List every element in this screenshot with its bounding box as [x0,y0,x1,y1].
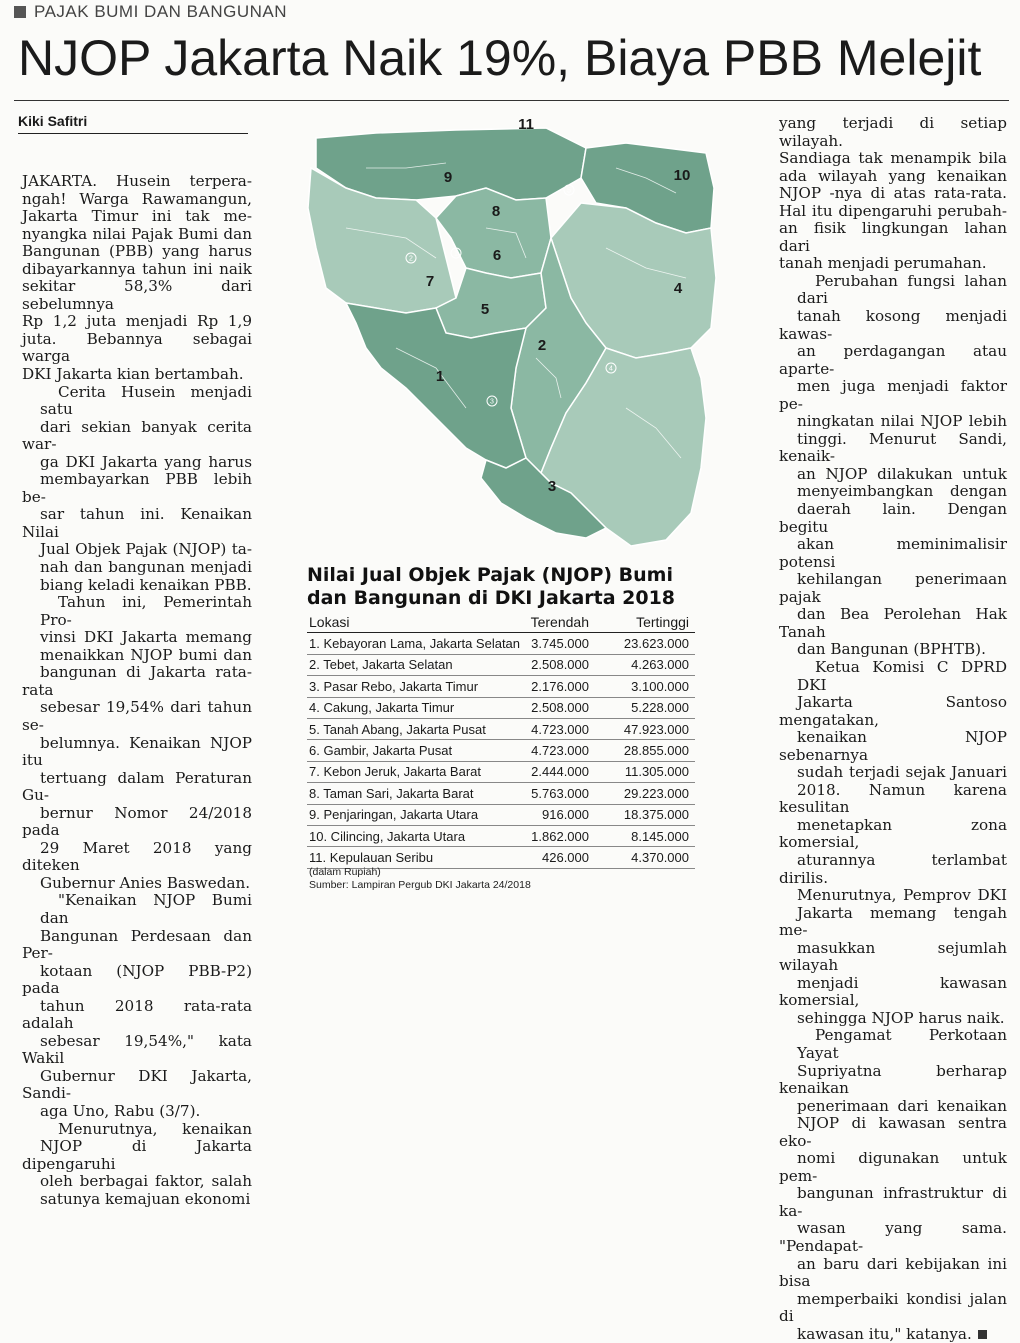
table-notes [309,866,531,892]
cell-terendah: 2.508.000 [531,657,589,673]
text-line: Hal itu dipengaruhi perubah- [779,201,1007,220]
text-line: kehilangan penerimaan pajak [779,570,1007,606]
table-row [307,676,695,697]
text-line: menyeimbangkan dengan [797,482,1007,501]
circle-number: 3 [490,398,494,406]
table-row [307,783,695,804]
text-line: an fisik lingkungan lahan dari [779,219,1007,255]
circle-number: 2 [409,255,413,263]
text-line: Bangunan (PBB) yang harus [22,242,252,261]
header-lokasi: Lokasi [309,614,350,631]
cell-lokasi: 1. Kebayoran Lama, Jakarta Selatan [309,636,521,652]
text-line: Gubernur Anies Baswedan. [40,873,251,892]
map-label-10: 10 [673,167,691,184]
map-label-11: 11 [518,116,534,133]
cell-tertinggi: 23.623.000 [623,636,689,652]
paragraph [22,384,252,595]
table-title-line-1: Nilai Jual Objek Pajak (NJOP) Bumi [307,564,673,586]
text-line: NJOP di kawasan sentra eko- [779,1114,1007,1150]
text-line: dari sekian banyak cerita war- [22,417,252,454]
article-column-3 [779,115,1007,1343]
map-label-8: 8 [491,203,501,220]
cell-terendah: 5.763.000 [531,785,589,801]
headline-rule [14,100,1009,101]
cell-terendah: 1.862.000 [531,828,589,844]
text-line: kotaan (NJOP PBB-P2) pada [22,961,252,998]
text-line: Pengamat Perkotaan Yayat [797,1026,1007,1062]
text-line: ada wilayah yang kenaikan [779,166,1007,185]
cell-lokasi: 7. Kebon Jeruk, Jakarta Barat [309,764,481,780]
text-line: sudah terjadi sejak Januari [797,763,1007,782]
cell-terendah: 2.508.000 [531,700,589,716]
cell-lokasi: 2. Tebet, Jakarta Selatan [309,657,453,673]
paragraph [779,273,1007,659]
cell-terendah: 426.000 [542,849,589,865]
table-row [307,719,695,740]
rubric-label: PAJAK BUMI DAN BANGUNAN [34,2,288,21]
map-regions [308,128,716,546]
table-title-line-2: dan Bangunan di DKI Jakarta 2018 [307,587,676,609]
njop-table [307,612,695,869]
text-line: Menurutnya, Pemprov DKI [797,886,1007,905]
cell-tertinggi: 11.305.000 [624,764,689,780]
text-line: kawasan itu," katanya. [779,1326,1007,1343]
cell-tertinggi: 4.263.000 [631,657,689,673]
text-line: menaikkan NJOP bumi dan [40,645,252,664]
table-row [307,826,695,847]
text-line: sar tahun ini. Kenaikan Nilai [22,505,252,541]
cell-tertinggi: 4.370.000 [631,849,689,865]
text-line: ngah! Warga Rawamangun, [22,189,252,208]
table-row [307,805,695,826]
note-source: Sumber: Lampiran Pergub DKI Jakarta 24/2018 [309,879,531,891]
table-row [307,655,695,676]
text-line: ga DKI Jakarta yang harus [40,452,252,471]
text-line: Jakarta memang tengah me- [779,903,1007,940]
text-line: Bangunan Perdesaan dan Per- [22,926,252,963]
text-line: penerimaan dari kenaikan [797,1096,1007,1115]
text-line: juta. Bebannya sebagai warga [22,329,252,366]
cell-tertinggi: 47.923.000 [623,721,689,737]
text-line: tertuang dalam Peraturan Gu- [22,768,252,805]
text-line: an baru dari kebijakan ini bisa [779,1254,1007,1291]
map-label-5: 5 [480,301,490,318]
text-line: dan Bangunan (BPHTB). [797,640,986,659]
cell-lokasi: 8. Taman Sari, Jakarta Barat [309,785,474,801]
text-line: aturannya terlambat dirilis. [779,850,1007,887]
table-title [307,564,727,610]
byline: Kiki Safitri [18,113,88,129]
text-line: aga Uno, Rabu (3/7). [40,1101,201,1120]
text-line: DKI Jakarta kian bertambah. [22,365,244,384]
cell-tertinggi: 18.375.000 [623,807,689,823]
table-row [307,762,695,783]
headline: NJOP Jakarta Naik 19%, Biaya PBB Melejit [18,30,982,86]
circle-number: 5 [567,187,571,195]
map-label-1: 1 [435,368,445,385]
text-line: daerah lain. Dengan begitu [779,500,1007,536]
text-line: Tahun ini, Pemerintah Pro- [40,593,252,629]
text-line: sehingga NJOP harus naik. [797,1008,1005,1027]
text-line: dibayarkannya tahun ini naik [22,259,252,278]
paragraph [22,1121,252,1209]
cell-lokasi: 4. Cakung, Jakarta Timur [309,700,455,716]
cell-tertinggi: 3.100.000 [631,678,689,694]
cell-terendah: 916.000 [542,807,589,823]
text-line: Menurutnya, kenaikan [58,1119,252,1138]
rubric [14,0,287,24]
text-line: masukkan sejumlah wilayah [779,938,1007,975]
text-line: wasan yang sama. "Pendapat- [779,1219,1007,1255]
table-header [307,612,695,633]
text-line: Rp 1,2 juta menjadi Rp 1,9 [22,312,252,331]
region-8-6 [436,188,551,278]
text-line: Cerita Husein menjadi satu [40,382,252,419]
text-line: satunya kemajuan ekonomi [40,1189,251,1208]
text-line: sebesar 19,54%," kata Wakil [22,1031,252,1068]
map-circle-5 [564,185,574,195]
text-line: an perdagangan atau aparte- [779,342,1007,378]
text-line: tanah kosong menjadi kawas- [779,307,1007,343]
text-line: Ketua Komisi C DPRD DKI [797,657,1007,694]
text-line: "Kenaikan NJOP Bumi dan [40,891,252,927]
header-terendah: Terendah [530,614,589,631]
cell-lokasi: 3. Pasar Rebo, Jakarta Timur [309,678,479,694]
paragraph [22,173,252,384]
table-row [307,740,695,761]
text-line: menjadi kawasan komersial, [779,973,1007,1010]
jakarta-map [286,108,730,554]
circle-number: 1 [454,250,458,258]
paragraph [779,659,1007,1027]
text-line: dan Bea Perolehan Hak Tanah [779,605,1007,641]
text-line: sekitar 58,3% dari sebelumnya [22,277,252,313]
text-line: sebesar 19,54% dari tahun se- [22,698,252,734]
text-line: vinsi DKI Jakarta memang [40,628,252,647]
text-line: tahun 2018 rata-rata adalah [22,996,252,1033]
map-label-9: 9 [443,169,453,186]
map-label-2: 2 [537,337,547,354]
table-row [307,633,695,654]
cell-lokasi: 6. Gambir, Jakarta Pusat [309,743,453,759]
text-line: tanah menjadi perumahan. [779,254,987,273]
text-line: 2018. Namun karena kesulitan [779,780,1007,817]
rubric-square-icon [14,6,26,18]
byline-rule [18,133,248,134]
table-body [307,633,695,868]
text-line: memperbaiki kondisi jalan di [779,1289,1007,1326]
text-line: bangunan di Jakarta rata-rata [22,663,252,699]
note-unit: (dalam Rupiah) [309,866,381,878]
text-line: belumnya. Kenaikan NJOP itu [22,733,252,770]
text-line: Sandiaga tak menampik bila [779,149,1007,168]
text-line: menetapkan zona komersial, [779,815,1007,852]
header-tertinggi: Tertinggi [636,614,689,631]
text-line: bernur Nomor 24/2018 pada [22,803,252,840]
text-line: nah dan bangunan menjadi [40,558,252,577]
article-column-1 [22,173,252,1208]
cell-lokasi: 9. Penjaringan, Jakarta Utara [309,807,479,823]
map-label-4: 4 [673,280,683,297]
paragraph [22,892,252,1120]
cell-terendah: 4.723.000 [531,721,589,737]
end-mark-icon [978,1330,987,1339]
map-label-7: 7 [425,273,435,290]
paragraph [779,1027,1007,1343]
text-line: oleh berbagai faktor, salah [40,1172,252,1191]
text-line: bangunan infrastruktur di ka- [779,1184,1007,1220]
paragraph [779,115,1007,273]
text-line: an NJOP dilakukan untuk [797,464,1007,483]
text-line: Gubernur DKI Jakarta, Sandi- [22,1066,252,1103]
map-label-3: 3 [547,478,557,495]
cell-terendah: 2.444.000 [531,764,589,780]
region-9 [316,128,586,200]
text-line: akan meminimalisir potensi [779,535,1007,571]
text-line: JAKARTA. Husein terpera- [22,172,252,190]
table-row [307,698,695,719]
text-line: NJOP -nya di atas rata-rata. [779,184,1007,203]
text-line: men juga menjadi faktor pe- [779,377,1007,413]
text-line: Jakarta Timur ini tak me- [22,207,252,226]
cell-lokasi: 10. Cilincing, Jakarta Utara [309,828,466,844]
text-line: tinggi. Menurut Sandi, kenaik- [779,429,1007,466]
text-line: nomi digunakan untuk pem- [779,1149,1007,1185]
text-line: Jual Objek Pajak (NJOP) ta- [40,540,252,559]
map-label-6: 6 [492,247,502,264]
text-line: Perubahan fungsi lahan dari [797,271,1007,308]
cell-terendah: 3.745.000 [531,636,589,652]
cell-terendah: 2.176.000 [531,678,589,694]
cell-lokasi: 11. Kepulauan Seribu [309,849,434,865]
text-line: yang terjadi di setiap wilayah. [779,114,1007,150]
cell-tertinggi: 5.228.000 [631,700,689,716]
paragraph [22,594,252,892]
text-line: 29 Maret 2018 yang diteken [22,838,252,875]
cell-tertinggi: 8.145.000 [631,828,689,844]
circle-number: 4 [609,365,613,373]
cell-terendah: 4.723.000 [531,743,589,759]
text-line: Jakarta Santoso mengatakan, [779,693,1007,729]
text-line: nyangka nilai Pajak Bumi dan [22,224,252,243]
text-line: Supriyatna berharap kenaikan [779,1061,1007,1098]
text-line: NJOP di Jakarta dipengaruhi [22,1137,252,1173]
text-line: ningkatan nilai NJOP lebih [797,412,1007,431]
cell-tertinggi: 28.855.000 [623,743,689,759]
text-line: biang keladi kenaikan PBB. [40,575,252,594]
cell-lokasi: 5. Tanah Abang, Jakarta Pusat [309,721,486,737]
text-line: kenaikan NJOP sebenarnya [779,728,1007,764]
cell-tertinggi: 29.223.000 [623,785,689,801]
text-line: membayarkan PBB lebih be- [22,470,252,506]
